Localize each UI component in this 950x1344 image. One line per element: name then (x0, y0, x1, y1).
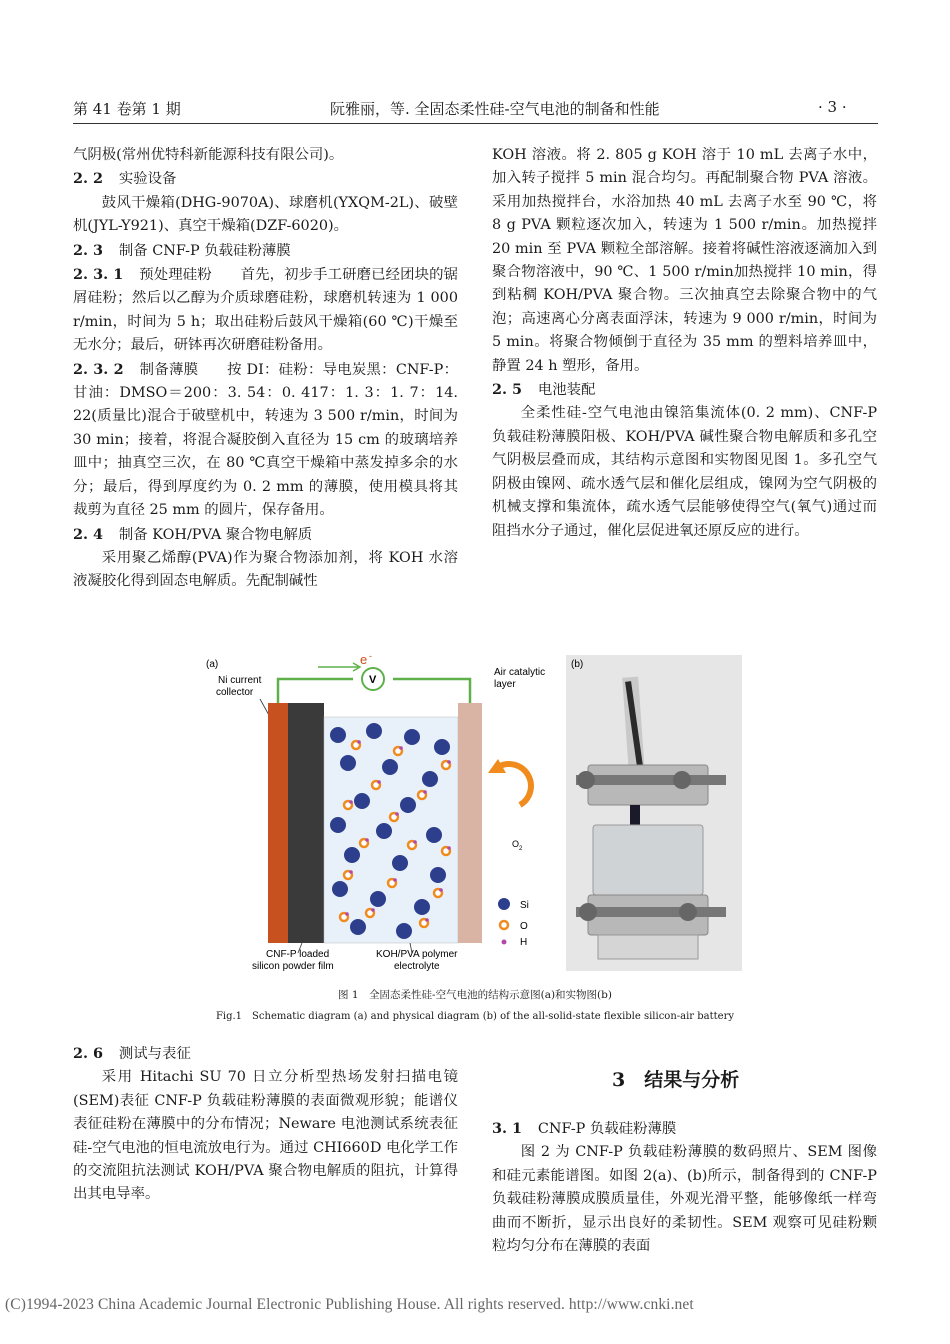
h-particle (399, 746, 403, 750)
si-particle (370, 891, 386, 907)
paragraph-text: 按 DI：硅粉：导电炭黑：CNF-P：甘油：DMSO＝200：3. 54：0. 417：1. 3：1. 7：14. 22(质量比)混合于破壁机中，转速为 3 500 r/min，时间为 30 min；接着，将混合凝胶倒入直径为 15 cm 的玻璃培养皿中；抽真空三次，在 80 ℃真空干燥箱中蒸发掉多余的水分；最后，得到厚度约为 0. 2 mm 的薄膜，使用模具将其裁剪为直径 25 mm 的圆片，保存备用。 (73, 361, 458, 519)
figure-caption-cn: 图 1 全固态柔性硅-空气电池的结构示意图(a)和实物图(b) (338, 989, 612, 1001)
right-column-top (492, 144, 877, 543)
si-particle (376, 823, 392, 839)
o2-subscript: 2 (519, 846, 523, 852)
air-cathode (458, 703, 482, 943)
silicon-film (288, 703, 324, 943)
section-number: 3. 1 (492, 1120, 523, 1137)
film-label-1: CNF-P loaded (266, 949, 330, 960)
electrolyte-label-1: KOH/PVA polymer (376, 949, 458, 960)
si-particle (330, 817, 346, 833)
left-column-bottom (73, 1042, 458, 1207)
wire-left (278, 679, 353, 705)
paragraph: 采用聚乙烯醇(PVA)作为聚合物添加剂，将 KOH 水溶液凝胶化得到固态电解质。先配制碱性 (73, 549, 458, 590)
section-title: 测试与表征 (118, 1046, 191, 1062)
si-particle (400, 797, 416, 813)
legend-o-icon (500, 921, 508, 929)
copyright-footer: (C)1994-2023 China Academic Journal Electronic Publishing House. All rights reserved. http://www.cnki.net (5, 1296, 694, 1313)
section-heading (73, 263, 458, 358)
si-particle (330, 727, 346, 743)
section-heading (73, 523, 458, 547)
si-particle (426, 827, 442, 843)
h-particle (349, 870, 353, 874)
section-number: 2. 4 (73, 525, 104, 543)
section-heading (492, 1117, 877, 1141)
si-particle (422, 771, 438, 787)
air-layer-label-2: layer (494, 679, 516, 690)
electrolyte-label-2: electrolyte (394, 961, 440, 972)
section-title: 制备 KOH/PVA 聚合物电解质 (118, 526, 313, 543)
si-particle (354, 793, 370, 809)
section-heading (73, 239, 458, 263)
h-particle (365, 838, 369, 842)
figure-1 (198, 655, 778, 979)
label-a: (a) (206, 659, 219, 670)
ni-collector-label-2: collector (216, 687, 254, 698)
si-particle (396, 923, 412, 939)
legend-si: Si (520, 900, 529, 911)
page-number: · 3 · (818, 98, 847, 116)
section-number: 2. 5 (492, 381, 523, 399)
h-particle (357, 740, 361, 744)
h-particle (371, 908, 375, 912)
electron-superscript: - (369, 655, 372, 661)
running-title: 阮雅丽，等. 全固态柔性硅-空气电池的制备和性能 (330, 100, 660, 118)
section-3-title: 3 结果与分析 (612, 1069, 740, 1091)
si-particle (340, 755, 356, 771)
paragraph: KOH 溶液。将 2. 805 g KOH 溶于 10 mL 去离子水中，加入转子搅拌 5 min 混合均匀。再配制聚合物 PVA 溶液。采用加热搅拌台，水浴加热 40 mL 去离子水至 90 ℃，将 8 g PVA 颗粒逐次加入，转速为 1 500 r/min。加热搅拌 20 min 至 PVA 颗粒全部溶解。接着将碱性溶液逐滴加入到聚合物溶液中，90 ℃、1 500 r/min加热搅拌 10 min，得到粘稠 KOH/PVA 聚合物。三次抽真空去除聚合物中的气泡；高速离心分离表面浮沫，转速为 9 000 r/min，时间为 5 min。将聚合物倾倒于直径为 35 mm 的塑料培养皿中，静置 24 h 塑形，备用。 (492, 147, 877, 374)
figure-caption-en: Fig.1 Schematic diagram (a) and physical diagram (b) of the all-solid-state flexible silicon-air battery (215, 1011, 735, 1022)
si-particle (414, 899, 430, 915)
voltmeter-label: V (369, 674, 377, 686)
legend-si-icon (498, 898, 510, 910)
si-particle (350, 919, 366, 935)
figure-1a-schematic (198, 655, 778, 975)
legend-h: H (520, 937, 528, 948)
paragraph: 图 2 为 CNF-P 负载硅粉薄膜的数码照片、SEM 图像和硅元素能谱图。如图 2(a)、(b)所示，制备得到的 CNF-P 负载硅粉薄膜成膜质量佳，外观光滑平整，能够像纸一样弯曲而不断折，显示出良好的柔韧性。SEM 观察可见硅粉颗粒均匀分布在薄膜的表面 (492, 1144, 877, 1255)
h-particle (395, 812, 399, 816)
paragraph: 鼓风干燥箱(DHG-9070A)、球磨机(YXQM-2L)、破壁机(JYL-Y921)、真空干燥箱(DZF-6020)。 (73, 194, 458, 235)
paragraph: 采用 Hitachi SU 70 日立分析型热场发射扫描电镜(SEM)表征 CNF-P 负载硅粉薄膜的表面微观形貌；能谱仪表征硅粉在薄膜中的分布情况；Neware 电池测试系统表征硅-空气电池的恒电流放电行为。通过 CHI660D 电化学工作的交流阻抗法测试 KOH/PVA 聚合物电解质的阻抗，计算得出其电导率。 (73, 1069, 458, 1203)
section-number: 2. 3. 1 (73, 266, 124, 284)
h-particle (393, 878, 397, 882)
right-column-bottom (492, 1117, 877, 1258)
header-rule (73, 123, 878, 124)
h-particle (439, 888, 443, 892)
section-title: 制备 CNF-P 负载硅粉薄膜 (118, 242, 291, 259)
section-number: 2. 6 (73, 1045, 104, 1062)
journal-volume: 第 41 卷第 1 期 (73, 100, 181, 118)
left-column-top (73, 144, 458, 594)
paragraph: 全柔性硅-空气电池由镍箔集流体(0. 2 mm)、CNF-P 负载硅粉薄膜阳极、KOH/PVA 碱性聚合物电解质和多孔空气阴极层叠而成，其结构示意图和实物图见图 1。多孔空气阴极由镍网、疏水透气层和催化层组成，镍网为空气阴极的机械支撑和集流体，疏水透气层能够使得空气(氧气)通过而阻挡水分子通过，催化层促进氧还原反应的进行。 (492, 405, 877, 539)
h-particle (377, 780, 381, 784)
h-particle (423, 790, 427, 794)
section-number: 2. 2 (73, 170, 104, 188)
si-particle (404, 729, 420, 745)
si-particle (430, 867, 446, 883)
si-particle (366, 723, 382, 739)
paragraph-text: 首先，初步手工研磨已经团块的锯屑硅粉；然后以乙醇为介质球磨硅粉，球磨机转速为 1 000 r/min，时间为 5 h；取出硅粉后鼓风干燥箱(60 ℃)干燥至无水分；最后，研钵再次研磨硅粉备用。 (73, 267, 458, 354)
si-particle (332, 881, 348, 897)
h-particle (413, 840, 417, 844)
label-b: (b) (571, 659, 584, 670)
ni-collector-label-1: Ni current (218, 675, 262, 686)
h-particle (447, 760, 451, 764)
section-title: 制备薄膜 (139, 361, 199, 378)
legend-h-icon (502, 940, 507, 945)
section-number: 2. 3 (73, 241, 104, 259)
si-particle (382, 759, 398, 775)
section-heading (492, 378, 877, 402)
paragraph: 气阴极(常州优特科新能源科技有限公司)。 (73, 147, 344, 163)
h-particle (345, 912, 349, 916)
wire-right (393, 679, 470, 705)
ni-collector (268, 703, 288, 943)
h-particle (425, 918, 429, 922)
si-particle (434, 739, 450, 755)
h-particle (349, 800, 353, 804)
si-particle (344, 847, 360, 863)
section-title: CNF-P 负载硅粉薄膜 (537, 1121, 677, 1137)
o2-label: O (512, 839, 520, 849)
si-particle (392, 855, 408, 871)
h-particle (447, 846, 451, 850)
section-title: 实验设备 (118, 171, 177, 188)
section-title: 电池装配 (537, 382, 596, 399)
section-heading (73, 1042, 458, 1066)
section-heading (73, 358, 458, 523)
section-heading (73, 167, 458, 191)
section-title: 预处理硅粉 (139, 267, 212, 284)
section-number: 2. 3. 2 (73, 360, 124, 378)
film-label-2: silicon powder film (252, 961, 334, 972)
air-layer-label-1: Air catalytic (494, 667, 546, 678)
legend-o: O (520, 921, 528, 932)
electron-label: e (360, 655, 368, 667)
